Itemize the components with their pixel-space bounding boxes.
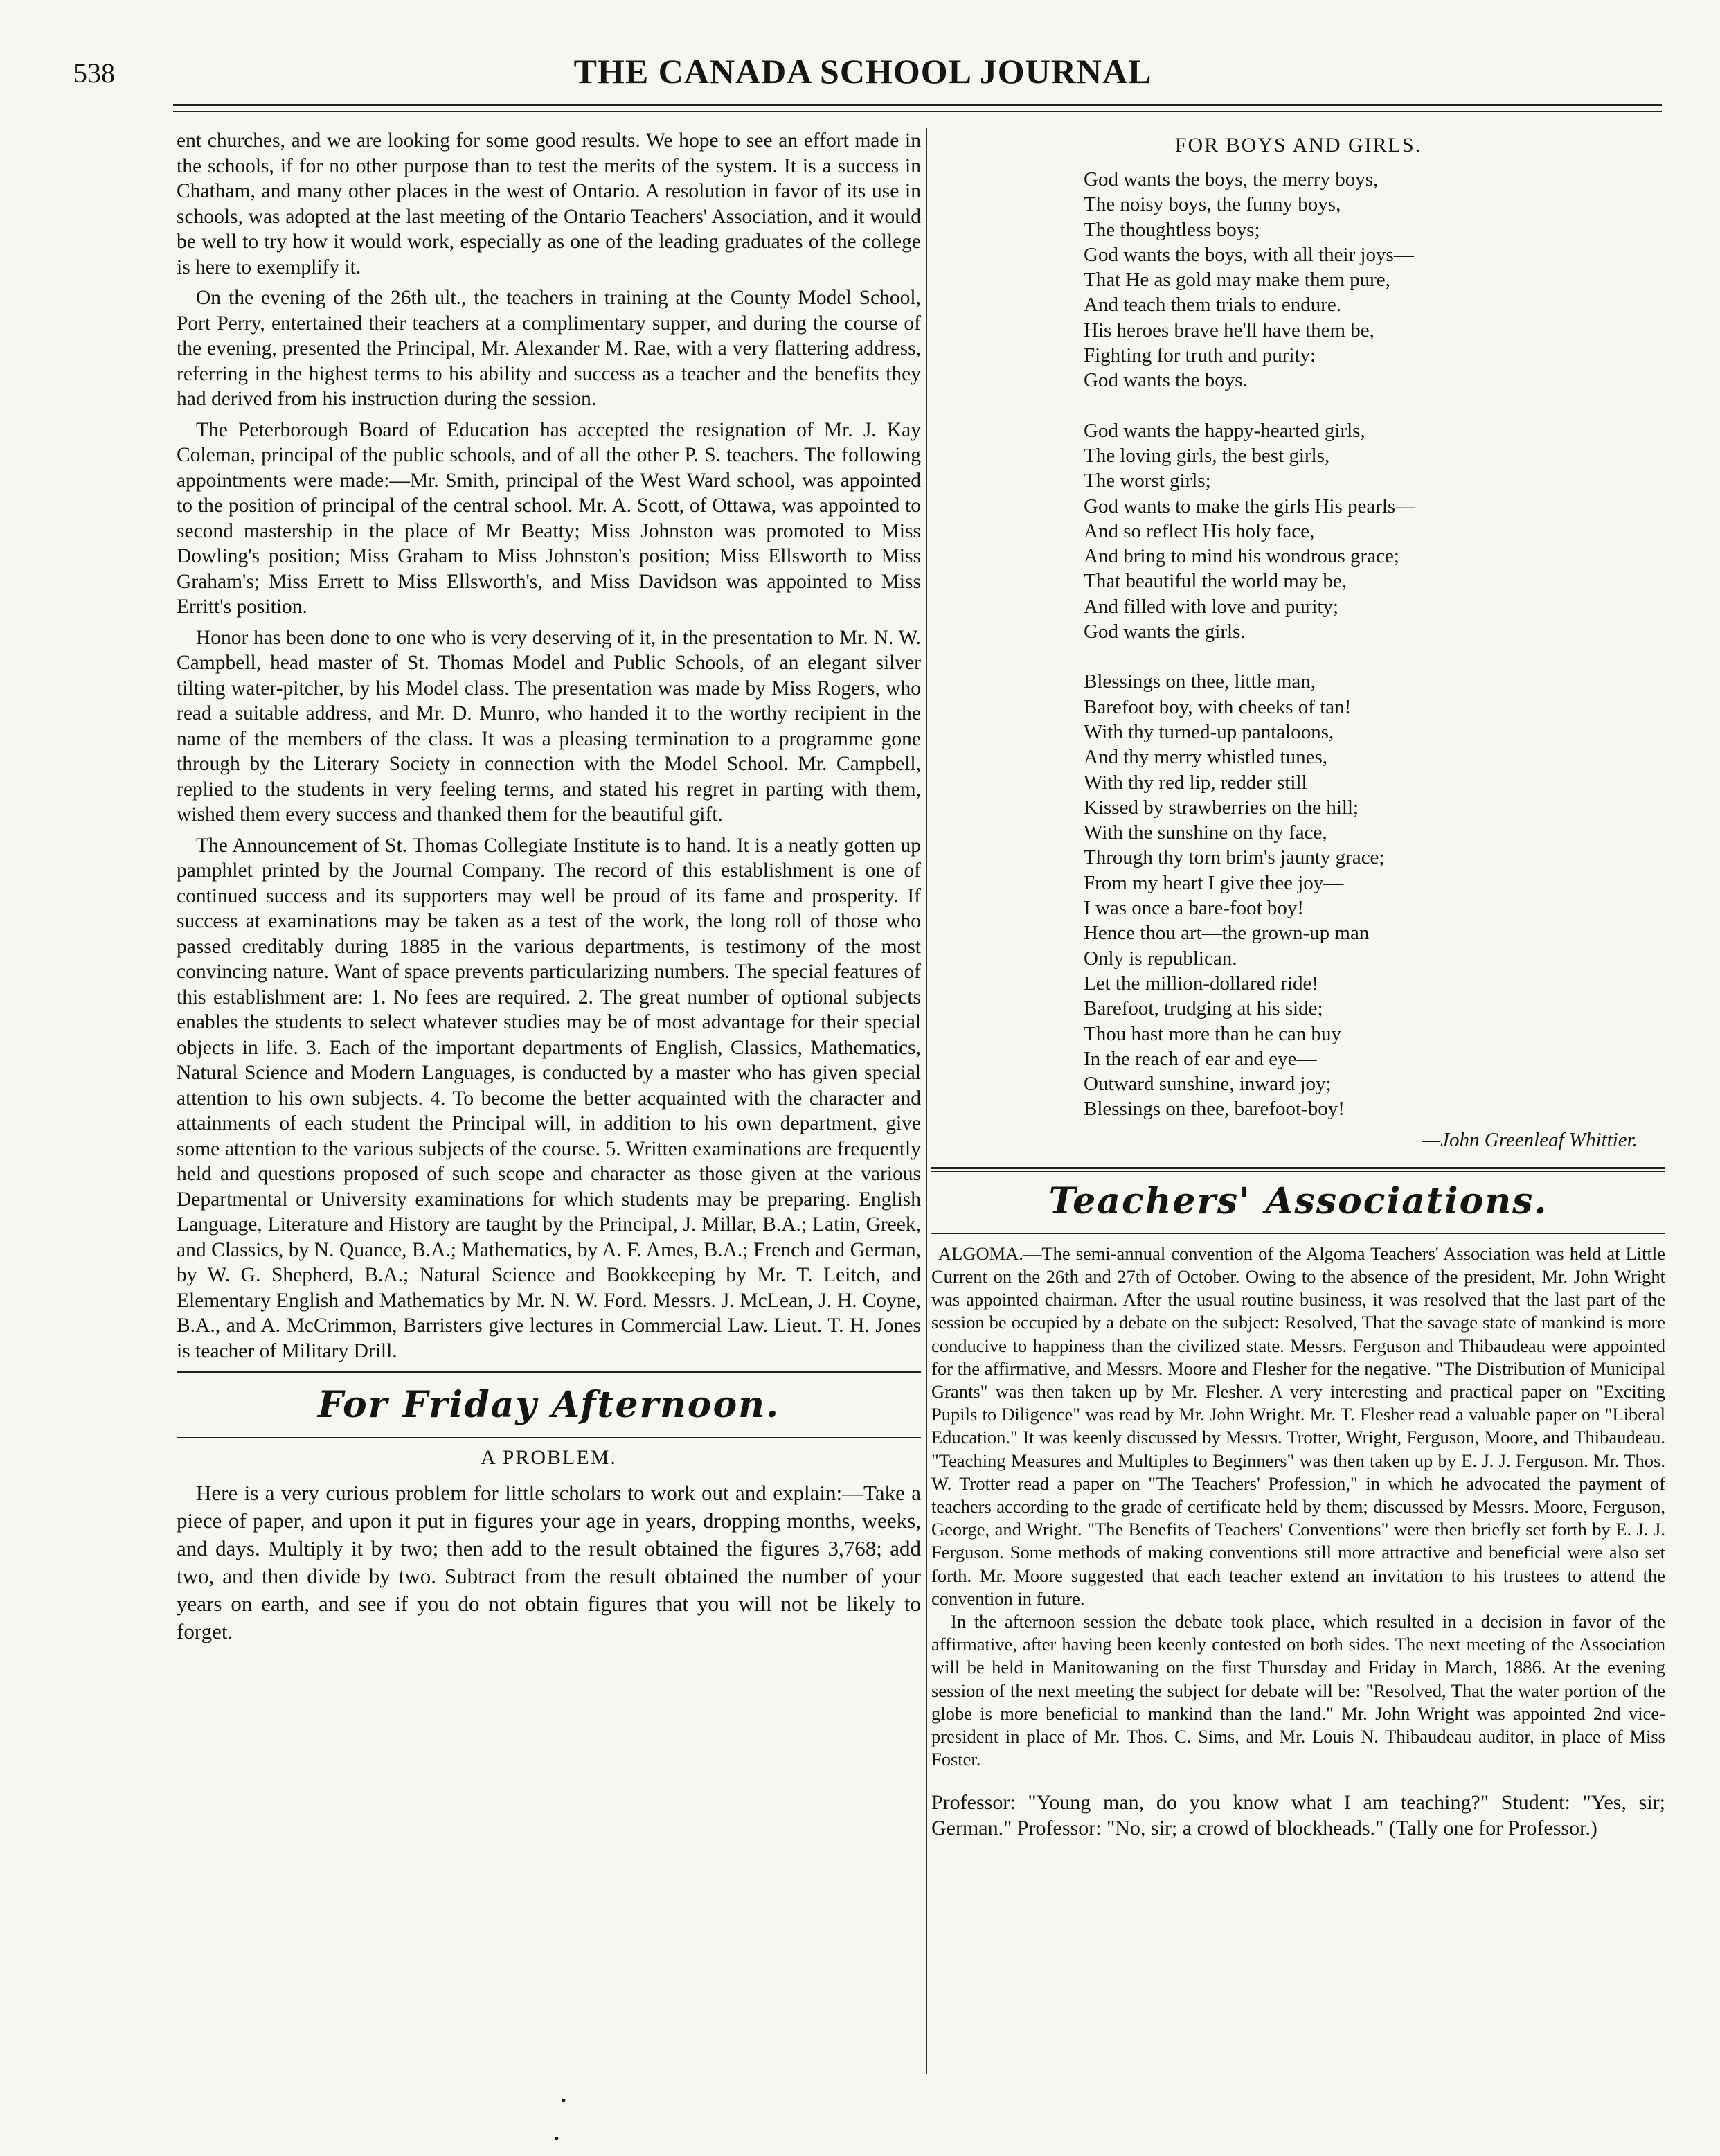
section-heading-associations: Teachers' Associations. [1048,1179,1548,1222]
poem-line: In the reach of ear and eye— [1084,1047,1317,1070]
problem-text: Here is a very curious problem for little scholars to work out and explain:—Take a piece of paper, and upon it put in figures your age in years, dropping months, weeks, and days. Multiply it by two; then add to the result obtained the figures 3,768; add two, and then divide by two. Subtract from the result obtained the number of your years on earth, and see if you do not obtain figures that you will not be likely to forget. [177,1481,921,1643]
association-paragraph: In the afternoon session the debate took place, which resulted in a decision in favor of the affirmative, after having been keenly contested on both sides. The next meeting of the Association will be held in Manitowaning on the first Thursday and Friday in March, 1886. At the evening session of the next meeting the subject for debate will be: "Resolved, That the water portion of the globe is more beneficial to mankind than the land." Mr. John Wright was appointed 2nd vice-president in place of Mr. Thos. C. Sims, and Mr. Louis N. Thibaudeau auditor, in place of Miss Foster. [931,1610,1665,1770]
problem [177,1479,921,1646]
poem-line: The thoughtless boys; [1084,218,1260,241]
poem-line: God wants to make the girls His pearls— [1084,495,1416,517]
poem-line: With the sunshine on thy face, [1084,821,1327,844]
column-divider [926,128,927,2074]
section-heading-friday: For Friday Afternoon. [317,1384,780,1426]
poem-line: God wants the happy-hearted girls, [1084,419,1365,442]
poem-line: And filled with love and purity; [1084,595,1339,618]
poem-line: Let the million-dollared ride! [1084,972,1319,995]
poem-line: And teach them trials to endure. [1084,294,1342,317]
poem-stanza [1084,418,1665,645]
poem-line: From my heart I give thee joy— [1084,871,1344,894]
poem-line: With thy turned-up pantaloons, [1084,720,1334,743]
poem-line: That beautiful the world may be, [1084,570,1347,593]
association-report [931,1242,1665,1772]
poem-line: The noisy boys, the funny boys, [1084,193,1341,216]
poem-line: And so reflect His holy face, [1084,519,1315,542]
poem-line: Barefoot, trudging at his side; [1084,997,1323,1020]
section-rule-thin [931,1233,1665,1234]
poem-line: Kissed by strawberries on the hill; [1084,796,1359,819]
poem-line: And bring to mind his wondrous grace; [1084,545,1399,568]
poem-line: With thy red lip, redder still [1084,771,1307,794]
left-column [177,128,921,1646]
section-rule-thin [177,1437,921,1438]
news-paragraph: The Peterborough Board of Education has accepted the resignation of Mr. J. Kay Coleman, principal of the public schools, and of all the other P. S. teachers. The following appointments were made:—Mr. Smith, principal of the West Ward school, was appointed to the position of principal of the central school. Mr. A. Scott, of Ottawa, was appointed to second mastership in the place of Mr Beatty; Miss Johnston was promoted to Miss Dowling's position; Miss Graham to Miss Johnston's position; Miss Ellsworth to Miss Graham's; Miss Errett to Miss Ellsworth's, and Miss Davidson was appointed to Miss Erritt's position. [177,418,921,618]
poem-line: That He as gold may make them pure, [1084,269,1390,292]
poem-title: FOR BOYS AND GIRLS. [1174,134,1422,157]
poem-attribution: —John Greenleaf Whittier. [1422,1128,1638,1151]
poem-line: God wants the boys. [1084,369,1248,392]
poem-stanza [1084,669,1665,1121]
poem-line: His heroes brave he'll have them be, [1084,319,1374,341]
poem-line: And thy merry whistled tunes, [1084,746,1327,769]
poem-line: Outward sunshine, inward joy; [1084,1073,1332,1096]
poem-line: Through thy torn brim's jaunty grace; [1084,846,1385,869]
association-paragraph: ALGOMA.—The semi-annual convention of the Algoma Teachers' Association was held at Little Current on the 26th and 27th of October. Owing to the absence of the president, Mr. John Wright was appointed chairman. After the usual routine business, it was resolved that the last part of the session be occupied by a debate on the subject: Resolved, That the savage state of mankind is more conducive to happiness than the civilized state. Messrs. Ferguson and Thibaudeau were appointed for the affirmative, and Messrs. Moore and Flesher for the negative. "The Distribution of Municipal Grants" was then taken up by Mr. Flesher. A very interesting and practical paper on "Exciting Pupils to Diligence" was read by Mr. John Wright. Mr. T. Flesher read a valuable paper on "Liberal Education." It was keenly discussed by Messrs. Trotter, Wright, Ferguson, Moore, and Thibaudeau. "Teaching Measures and Multiples to Beginners" was then taken up by E. J. J. Ferguson. Mr. Thos. W. Trotter read a paper on "The Teachers' Profession," in which he advocated the payment of teachers according to the grade of certificate held by them; discussed by Messrs. Moore, Ferguson, George, and Wright. "The Benefits of Teachers' Conventions" were then briefly set forth by E. J. J. Ferguson. Some methods of making conventions still more attractive and beneficial were also set forth. Mr. Moore suggested that each teacher extend an invitation to his trustees to attend the convention in future. [931,1242,1665,1609]
poem-line: Blessings on thee, barefoot-boy! [1084,1098,1345,1121]
poem-line: God wants the boys, the merry boys, [1084,168,1379,190]
poem-line: The worst girls; [1084,470,1211,492]
poem [1084,167,1665,1122]
poem-line: The loving girls, the best girls, [1084,444,1330,467]
poem-line: Barefoot boy, with cheeks of tan! [1084,695,1352,718]
section-rule [931,1167,1665,1169]
section-rule [177,1371,921,1373]
print-speck: • [561,2092,566,2109]
poem-line: Blessings on thee, little man, [1084,670,1316,693]
print-speck: • [554,2130,559,2147]
header-rule-thin [173,111,1662,112]
poem-stanza [1084,167,1665,393]
filler-anecdote: Professor: "Young man, do you know what I am teaching?" Student: "Yes, sir; German." Professor: "No, sir; a crowd of blockheads." (Tally one for Professor.) [931,1791,1665,1840]
journal-title: THE CANADA SCHOOL JOURNAL [573,52,1152,91]
news-paragraph: ent churches, and we are looking for some good results. We hope to see an effort made in the schools, if for no other purpose than to test the merits of the system. It is a success in Chatham, and many other places in the west of Ontario. A resolution in favor of its use in schools, was adopted at the last meeting of the Ontario Teachers' Association, and it would be well to try how it would work, especially as one of the leading graduates of the college is here to exemplify it. [177,130,921,278]
poem-line: Fighting for truth and purity: [1084,344,1316,367]
news-paragraph: On the evening of the 26th ult., the teachers in training at the County Model School, Port Perry, entertained their teachers at a complimentary supper, and during the course of the evening, presented the Principal, Mr. Alexander M. Rae, with a very flattering address, referring in the highest terms to his ability and success as a teacher and the benefits they had derived from his instruction during the session. [177,287,921,410]
poem-line: Hence thou art—the grown-up man [1084,922,1370,945]
poem-line: Only is republican. [1084,947,1237,970]
poem-line: I was once a bare-foot boy! [1084,897,1305,920]
page-header [66,50,1659,98]
poem-line: Thou hast more than he can buy [1084,1022,1342,1045]
news-items [177,128,921,1364]
right-column [931,128,1665,1841]
problem-title: A PROBLEM. [481,1446,617,1469]
page-number: 538 [73,57,115,89]
section-rule-thin [931,1171,1665,1172]
news-paragraph: The Announcement of St. Thomas Collegiate Institute is to hand. It is a neatly gotten up pamphlet printed by the Journal Company. The record of this establishment is one of continued success and its supporters may well be proud of its fame and prosperity. If success at examinations may be taken as a test of the work, the long roll of those who passed creditably during 1885 in the various departments, is testimony of the most convincing nature. Want of space prevents particularizing numbers. The special features of this establishment are: 1. No fees are required. 2. The great number of optional subjects enables the students to select whatever studies may be of most advantage for their special objects in life. 3. Each of the important departments of English, Classics, Mathematics, Natural Science and Modern Languages, is conducted by a master who has given special attention to his own subjects. 4. To become the better acquainted with the character and attainments of each student the Principal will, in addition to his own department, give some attention to the various subjects of the course. 5. Written examinations are frequently held and questions proposed of such scope and character as those given at the various Departmental or University examinations for which students may be preparing. English Language, Literature and History are taught by the Principal, J. Millar, B.A.; Latin, Greek, and Classics, by N. Quance, B.A.; Mathematics, by A. F. Ames, B.A.; French and German, by W. G. Shepherd, B.A.; Natural Science and Bookkeeping by Mr. T. Leitch, and Elementary English and Mathematics by Mr. N. W. Ford. Messrs. J. McLean, J. H. Coyne, B.A., and A. McCrimmon, Barristers give lectures in Commercial Law. Lieut. T. H. Jones is teacher of Military Drill. [177,834,921,1362]
poem-line: God wants the boys, with all their joys— [1084,243,1414,266]
poem-line: God wants the girls. [1084,621,1246,643]
news-paragraph: Honor has been done to one who is very deserving of it, in the presentation to Mr. N. W. Campbell, head master of St. Thomas Model and Public Schools, of an elegant silver tilting water-pitcher, by his Model class. The presentation was made by Miss Rogers, who read a suitable address, and Mr. D. Munro, who handed it to the worthy recipient in the name of the members of the class. It was a pleasing termination to a programme gone through by the Literary Society in connection with the Model School. Mr. Campbell, replied to the students in very feeling terms, and stated his regret in parting with them, wished them every success and thanked them for the beautiful gift. [177,626,921,826]
header-rule [173,104,1662,106]
